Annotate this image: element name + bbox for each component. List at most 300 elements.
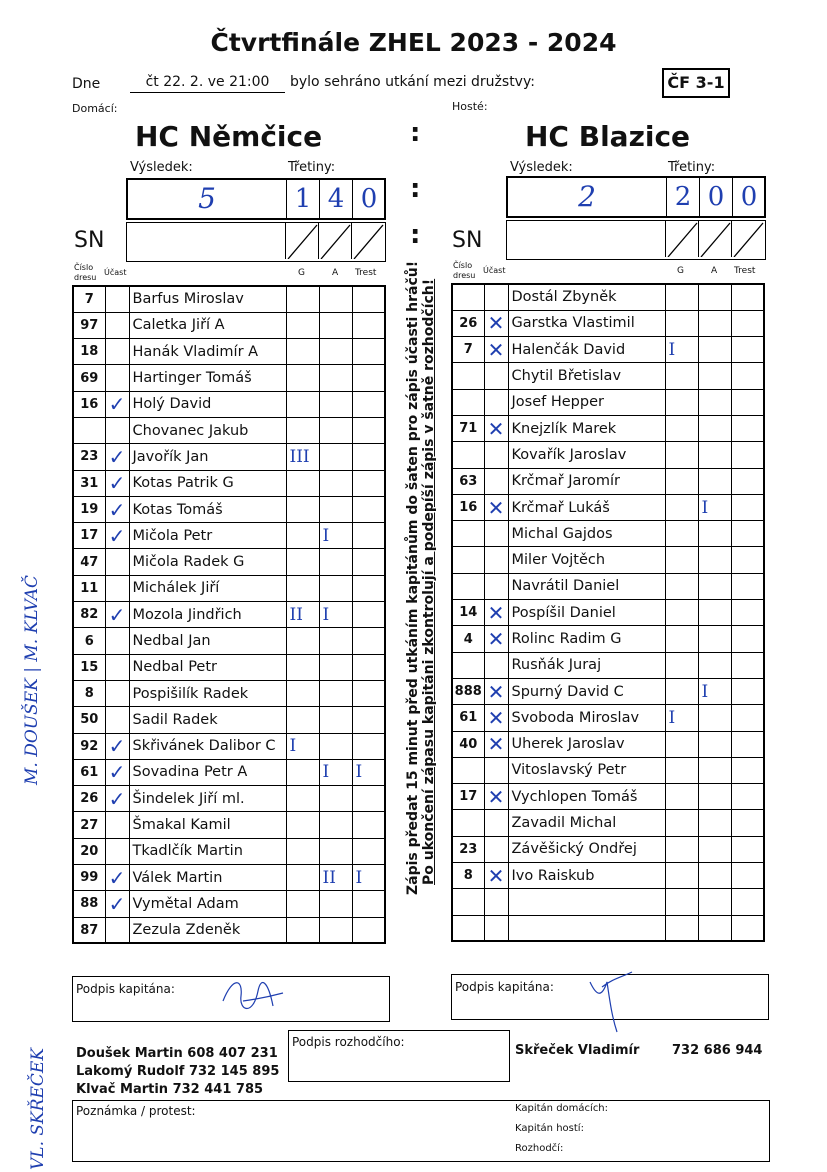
attendance-mark: ✕: [484, 678, 508, 704]
penalty-cell: [731, 600, 764, 626]
attendance-mark: ✓: [105, 865, 129, 891]
jersey-number: 26: [452, 310, 484, 336]
goals-cell: I: [286, 733, 319, 759]
attendance-mark: ✕: [484, 784, 508, 810]
player-name: Kotas Patrik G: [129, 470, 286, 496]
assists-cell: [698, 363, 731, 389]
attendance-mark: ✕: [484, 600, 508, 626]
penalty-cell: [731, 731, 764, 757]
jersey-number: [452, 757, 484, 783]
empty-slash: [698, 221, 731, 257]
attendance-mark: ✕: [484, 415, 508, 441]
penalty-cell: [352, 339, 385, 365]
attendance-mark: ✓: [105, 733, 129, 759]
penalty-cell: [352, 391, 385, 417]
player-name: Dostál Zbyněk: [508, 284, 665, 310]
goals-cell: [286, 286, 319, 312]
attendance-mark: [105, 549, 129, 575]
jersey-number: 15: [73, 654, 105, 680]
penalty-cell: [731, 337, 764, 363]
attendance-mark: ✓: [105, 891, 129, 917]
table-row: [73, 339, 385, 365]
table-row: [452, 363, 764, 389]
player-name: Krčmař Lukáš: [508, 494, 665, 520]
assists-cell: [698, 547, 731, 573]
attendance-mark: ✓: [105, 496, 129, 522]
player-name: Sadil Radek: [129, 707, 286, 733]
empty-slash: [351, 223, 384, 259]
assists-cell: [319, 812, 352, 838]
player-name: Válek Martin: [129, 865, 286, 891]
table-row: [452, 547, 764, 573]
attendance-mark: [484, 757, 508, 783]
jersey-number: [452, 547, 484, 573]
penalty-cell: [352, 891, 385, 917]
away-captain-small-label: Kapitán hostí:: [515, 1123, 584, 1134]
attendance-mark: [105, 707, 129, 733]
away-sn-label: SN: [452, 228, 483, 253]
empty-slash: [318, 223, 351, 259]
goals-cell: [286, 417, 319, 443]
penalty-cell: [352, 312, 385, 338]
jersey-number: 71: [452, 415, 484, 441]
player-name: Sovadina Petr A: [129, 759, 286, 785]
assists-cell: [319, 549, 352, 575]
table-row: [452, 915, 764, 941]
table-row: [73, 417, 385, 443]
goals-cell: [665, 442, 698, 468]
assists-cell: [698, 468, 731, 494]
jersey-number: 61: [73, 759, 105, 785]
referee-small-label: Rozhodčí:: [515, 1143, 564, 1154]
player-name: Josef Hepper: [508, 389, 665, 415]
penalty-cell: [731, 547, 764, 573]
table-row: [73, 707, 385, 733]
home-captain-label: Podpis kapitána:: [76, 982, 175, 996]
assists-cell: [319, 680, 352, 706]
jersey-number: [452, 889, 484, 915]
penalty-cell: [731, 573, 764, 599]
assists-cell: I: [698, 494, 731, 520]
assists-cell: [319, 707, 352, 733]
table-row: [73, 812, 385, 838]
away-sn-box: [506, 220, 766, 260]
penalty-cell: [352, 286, 385, 312]
jersey-number: 7: [452, 337, 484, 363]
signature-mark: [582, 967, 642, 1037]
colon-separator: :: [410, 174, 421, 204]
player-name: [508, 889, 665, 915]
jersey-number: 14: [452, 600, 484, 626]
player-name: Závěšický Ondřej: [508, 836, 665, 862]
player-name: Chovanec Jakub: [129, 417, 286, 443]
jersey-number: [452, 521, 484, 547]
goals-cell: [286, 654, 319, 680]
assists-cell: [698, 600, 731, 626]
goals-cell: [665, 626, 698, 652]
jersey-number: [452, 389, 484, 415]
attendance-mark: [105, 812, 129, 838]
jersey-number: [452, 915, 484, 941]
attendance-mark: [105, 917, 129, 943]
player-name: Rusňák Juraj: [508, 652, 665, 678]
assists-cell: [698, 784, 731, 810]
away-col-trest: Trest: [734, 266, 756, 276]
jersey-number: [452, 284, 484, 310]
goals-cell: [665, 810, 698, 836]
assists-cell: [319, 654, 352, 680]
contact-line: Lakomý Rudolf 732 145 895: [76, 1064, 280, 1079]
goals-cell: [665, 731, 698, 757]
penalty-cell: [731, 836, 764, 862]
penalty-cell: [352, 680, 385, 706]
jersey-number: 16: [452, 494, 484, 520]
jersey-number: 99: [73, 865, 105, 891]
goals-cell: [286, 891, 319, 917]
jersey-number: 18: [73, 339, 105, 365]
home-roster-table: [72, 285, 386, 944]
table-row: [452, 389, 764, 415]
penalty-cell: [352, 812, 385, 838]
away-period-2: 0: [699, 178, 732, 216]
attendance-mark: [484, 836, 508, 862]
jersey-number: 27: [73, 812, 105, 838]
assists-cell: [698, 337, 731, 363]
table-row: [452, 573, 764, 599]
penalty-cell: [352, 365, 385, 391]
table-row: [452, 284, 764, 310]
attendance-mark: [105, 680, 129, 706]
attendance-mark: ✓: [105, 759, 129, 785]
away-period-1: 2: [666, 178, 699, 216]
jersey-number: 69: [73, 365, 105, 391]
referee-label: Podpis rozhodčího:: [292, 1035, 405, 1049]
assists-cell: I: [319, 523, 352, 549]
penalty-cell: [731, 784, 764, 810]
penalty-cell: [731, 889, 764, 915]
jersey-number: [452, 363, 484, 389]
goals-cell: [665, 363, 698, 389]
jersey-number: 50: [73, 707, 105, 733]
player-name: Zavadil Michal: [508, 810, 665, 836]
penalty-cell: [352, 733, 385, 759]
goals-cell: [286, 838, 319, 864]
attendance-mark: ✓: [105, 786, 129, 812]
penalty-cell: [731, 705, 764, 731]
attendance-mark: ✓: [105, 391, 129, 417]
player-name: Spurný David C: [508, 678, 665, 704]
assists-cell: [698, 810, 731, 836]
assists-cell: [698, 521, 731, 547]
penalty-cell: [352, 549, 385, 575]
table-row: [452, 810, 764, 836]
table-row: [452, 600, 764, 626]
away-score-box: [506, 176, 766, 218]
penalty-cell: I: [352, 759, 385, 785]
table-row: [73, 759, 385, 785]
jersey-number: 6: [73, 628, 105, 654]
table-row: [452, 494, 764, 520]
assists-cell: [319, 733, 352, 759]
goals-cell: I: [665, 337, 698, 363]
goals-cell: [665, 652, 698, 678]
jersey-number: 92: [73, 733, 105, 759]
assists-cell: [698, 415, 731, 441]
note-label: Poznámka / protest:: [76, 1104, 196, 1118]
assists-cell: [698, 705, 731, 731]
assists-cell: [698, 652, 731, 678]
penalty-cell: [731, 678, 764, 704]
jersey-number: 40: [452, 731, 484, 757]
player-name: Šindelek Jiří ml.: [129, 786, 286, 812]
colon-separator: :: [410, 118, 421, 148]
assists-cell: [698, 889, 731, 915]
assists-cell: [319, 786, 352, 812]
player-name: Pospišilík Radek: [129, 680, 286, 706]
assists-cell: [319, 339, 352, 365]
table-row: [73, 680, 385, 706]
goals-cell: [286, 786, 319, 812]
attendance-mark: [105, 365, 129, 391]
assists-cell: [319, 838, 352, 864]
table-row: [452, 310, 764, 336]
away-team-name: HC Blazice: [525, 120, 691, 153]
attendance-mark: [484, 468, 508, 494]
jersey-number: 63: [452, 468, 484, 494]
assists-cell: [319, 312, 352, 338]
assists-cell: [319, 891, 352, 917]
jersey-number: [452, 810, 484, 836]
goals-cell: [665, 389, 698, 415]
table-row: [73, 865, 385, 891]
goals-cell: [665, 415, 698, 441]
assists-cell: [698, 310, 731, 336]
jersey-number: 16: [73, 391, 105, 417]
table-row: [73, 602, 385, 628]
player-name: Halenčák David: [508, 337, 665, 363]
home-captain-small-label: Kapitán domácích:: [515, 1103, 609, 1114]
attendance-mark: ✕: [484, 310, 508, 336]
player-name: Hanák Vladimír A: [129, 339, 286, 365]
attendance-mark: [484, 521, 508, 547]
goals-cell: [665, 494, 698, 520]
table-row: [452, 731, 764, 757]
player-name: Chytil Břetislav: [508, 363, 665, 389]
penalty-cell: [731, 310, 764, 336]
goals-cell: [286, 917, 319, 943]
table-row: [73, 549, 385, 575]
penalty-cell: [352, 417, 385, 443]
assists-cell: [698, 915, 731, 941]
penalty-cell: [731, 442, 764, 468]
player-name: Svoboda Miroslav: [508, 705, 665, 731]
away-result-label: Výsledek:: [510, 160, 573, 175]
player-name: Šmakal Kamil: [129, 812, 286, 838]
home-col-a: A: [332, 268, 339, 278]
goals-cell: [286, 628, 319, 654]
table-row: [452, 337, 764, 363]
away-period-3: 0: [732, 178, 765, 216]
away-col-a: A: [711, 266, 718, 276]
assists-cell: [698, 731, 731, 757]
attendance-mark: ✕: [484, 705, 508, 731]
attendance-mark: [484, 442, 508, 468]
assists-cell: [698, 573, 731, 599]
player-name: Krčmař Jaromír: [508, 468, 665, 494]
player-name: Mičola Petr: [129, 523, 286, 549]
goals-cell: [665, 600, 698, 626]
attendance-mark: [105, 838, 129, 864]
penalty-cell: [352, 602, 385, 628]
table-row: [452, 757, 764, 783]
goals-cell: [286, 549, 319, 575]
referee-signature-box: [288, 1030, 510, 1082]
jersey-number: 61: [452, 705, 484, 731]
player-name: Hartinger Tomáš: [129, 365, 286, 391]
attendance-mark: [484, 652, 508, 678]
goals-cell: [286, 812, 319, 838]
table-row: [73, 444, 385, 470]
home-team-name: HC Němčice: [135, 120, 323, 153]
player-name: Barfus Miroslav: [129, 286, 286, 312]
attendance-mark: [105, 312, 129, 338]
jersey-number: 23: [452, 836, 484, 862]
player-name: Zezula Zdeněk: [129, 917, 286, 943]
contact-line: Doušek Martin 608 407 231: [76, 1046, 278, 1061]
away-captain-label: Podpis kapitána:: [455, 980, 554, 994]
player-name: Vymětal Adam: [129, 891, 286, 917]
player-name: [508, 915, 665, 941]
attendance-mark: [484, 915, 508, 941]
attendance-mark: ✓: [105, 444, 129, 470]
player-name: Skřivánek Dalibor C: [129, 733, 286, 759]
table-row: [452, 521, 764, 547]
jersey-number: 11: [73, 575, 105, 601]
match-date: čt 22. 2. ve 21:00: [130, 74, 285, 93]
jersey-number: 7: [73, 286, 105, 312]
player-name: Kotas Tomáš: [129, 496, 286, 522]
attendance-mark: ✕: [484, 337, 508, 363]
table-row: [452, 442, 764, 468]
assists-cell: [319, 286, 352, 312]
player-name: Michálek Jiří: [129, 575, 286, 601]
assists-cell: [698, 442, 731, 468]
player-name: Tkadlčík Martin: [129, 838, 286, 864]
player-name: Mičola Radek G: [129, 549, 286, 575]
assists-cell: [319, 575, 352, 601]
instruction-line-1: Zápis předat 15 minut před utkáním kapitánům do šaten pro zápis účasti hráčů!: [405, 260, 421, 895]
player-name: Navrátil Daniel: [508, 573, 665, 599]
table-row: [452, 863, 764, 889]
penalty-cell: [731, 521, 764, 547]
assists-cell: [319, 365, 352, 391]
home-period-3: 0: [352, 180, 385, 218]
penalty-cell: [731, 415, 764, 441]
home-col-number: Číslo dresu: [74, 263, 97, 282]
penalty-cell: [731, 284, 764, 310]
penalty-cell: [731, 363, 764, 389]
goals-cell: [286, 365, 319, 391]
assists-cell: [319, 417, 352, 443]
player-name: Knejzlík Marek: [508, 415, 665, 441]
date-label: Dne: [72, 76, 101, 92]
table-row: [73, 286, 385, 312]
goals-cell: [665, 863, 698, 889]
jersey-number: 87: [73, 917, 105, 943]
attendance-mark: ✓: [105, 602, 129, 628]
goals-cell: [286, 470, 319, 496]
table-row: [73, 391, 385, 417]
goals-cell: II: [286, 602, 319, 628]
home-label: Domácí:: [72, 102, 118, 115]
player-name: Vitoslavský Petr: [508, 757, 665, 783]
attendance-mark: [484, 389, 508, 415]
signature-mark: [213, 971, 293, 1026]
assists-cell: I: [319, 759, 352, 785]
home-period-1: 1: [286, 180, 319, 218]
goals-cell: [665, 836, 698, 862]
handwritten-note: VL. SKŘEČEK: [28, 1047, 48, 1170]
jersey-number: 88: [73, 891, 105, 917]
jersey-number: 47: [73, 549, 105, 575]
contact-right-phone: 732 686 944: [672, 1043, 763, 1058]
assists-cell: [698, 757, 731, 783]
jersey-number: 8: [73, 680, 105, 706]
penalty-cell: I: [352, 865, 385, 891]
penalty-cell: [352, 628, 385, 654]
jersey-number: 17: [73, 523, 105, 549]
goals-cell: [665, 757, 698, 783]
played-text: bylo sehráno utkání mezi družstvy:: [290, 74, 535, 90]
goals-cell: [286, 523, 319, 549]
table-row: [73, 786, 385, 812]
table-row: [73, 654, 385, 680]
table-row: [452, 784, 764, 810]
player-name: Uherek Jaroslav: [508, 731, 665, 757]
player-name: Javořík Jan: [129, 444, 286, 470]
player-name: Garstka Vlastimil: [508, 310, 665, 336]
attendance-mark: [105, 575, 129, 601]
goals-cell: [286, 865, 319, 891]
page-title: Čtvrtfinále ZHEL 2023 - 2024: [210, 28, 617, 57]
jersey-number: [452, 573, 484, 599]
jersey-number: 20: [73, 838, 105, 864]
assists-cell: [319, 628, 352, 654]
assists-cell: [698, 284, 731, 310]
handwritten-note: M. DOUŠEK | M. KLVAČ: [22, 575, 42, 785]
table-row: [73, 470, 385, 496]
empty-slash: [731, 221, 764, 257]
attendance-mark: ✕: [484, 863, 508, 889]
goals-cell: [286, 707, 319, 733]
attendance-mark: [105, 654, 129, 680]
goals-cell: [286, 496, 319, 522]
attendance-mark: [105, 417, 129, 443]
home-sn-box: [126, 222, 386, 262]
assists-cell: [698, 836, 731, 862]
jersey-number: 19: [73, 496, 105, 522]
penalty-cell: [352, 786, 385, 812]
assists-cell: [698, 389, 731, 415]
goals-cell: [665, 468, 698, 494]
penalty-cell: [731, 652, 764, 678]
table-row: [452, 652, 764, 678]
home-result-label: Výsledek:: [130, 160, 193, 175]
table-row: [452, 678, 764, 704]
jersey-number: 17: [452, 784, 484, 810]
table-row: [73, 496, 385, 522]
penalty-cell: [731, 757, 764, 783]
